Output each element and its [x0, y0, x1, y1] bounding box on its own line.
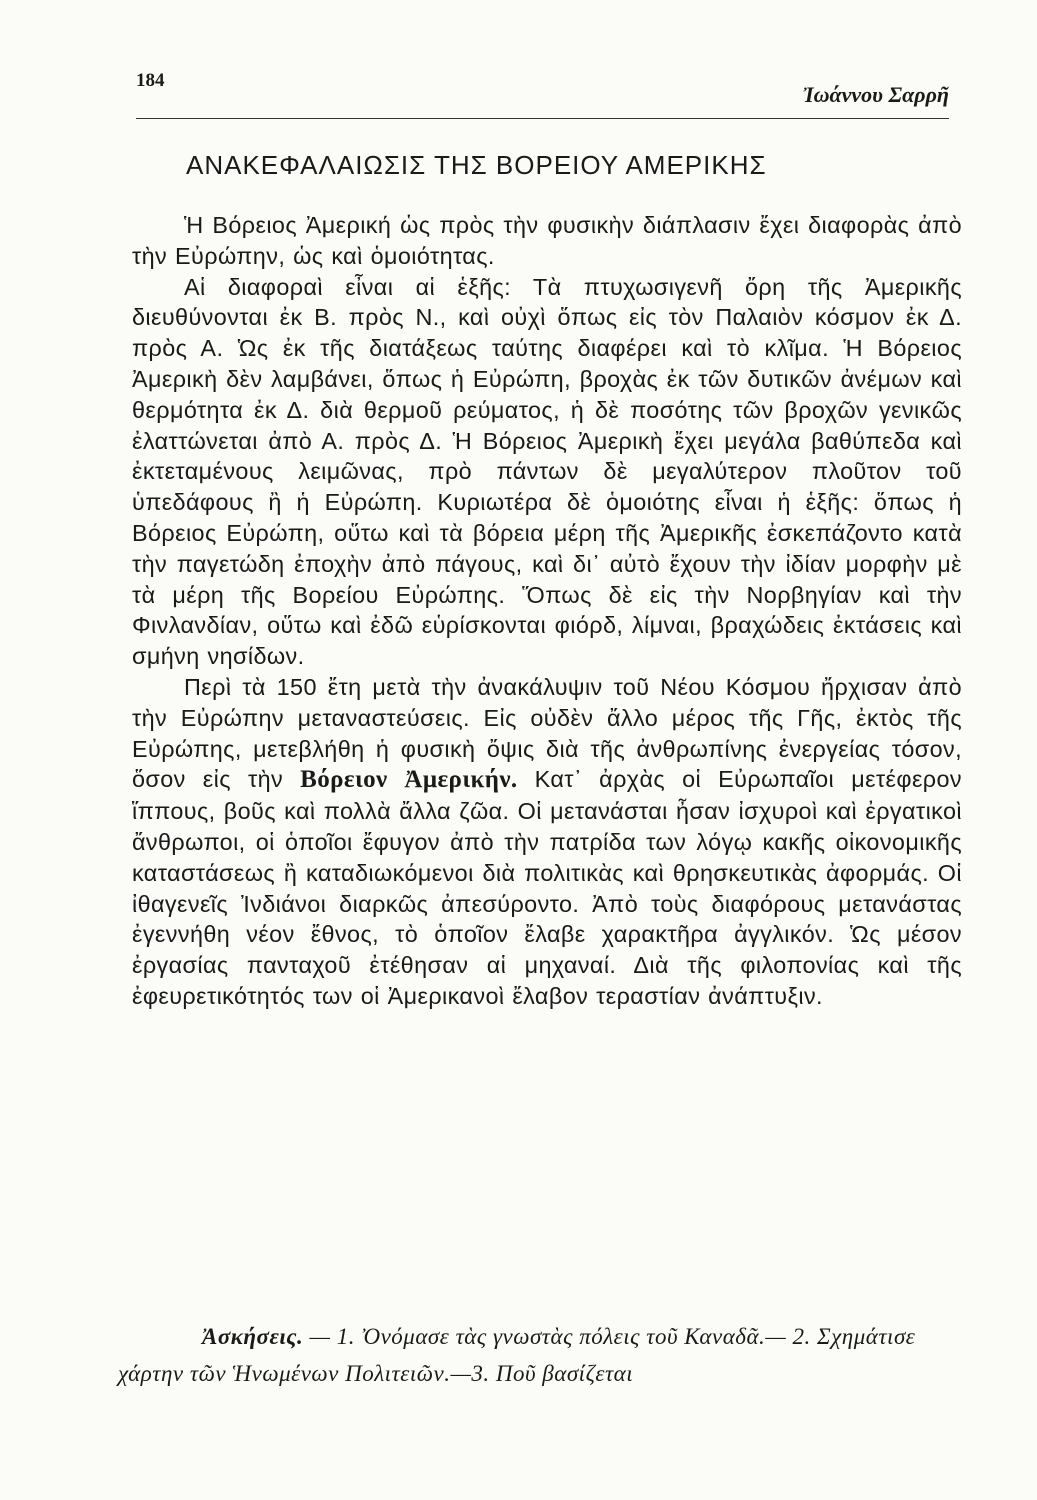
page-header	[136, 62, 949, 119]
running-head-author: Ἰωάννου Σαρρῆ	[802, 82, 949, 107]
paragraph-3-start: Περὶ τὰ 150 ἔτη μετὰ τὴν ἀνακάλυψιν τοῦ Νέου Κόσμου ἤρχισαν ἀπὸ τὴν Εὐρώπην μεταναστεύσεις. Εἰς οὐδὲν ἄλλο μέρος τῆς Γῆς, ἐκτὸς τῆς Εὐρώπης, μετεβλήθη ἡ φυσικὴ ὄψις διὰ τῆς ἀνθρωπίνης ἐνεργείας τόσον, ὅσον εἰς τὴν	[132, 673, 962, 793]
paragraph-1: Ἡ Βόρειος Ἀμερική ὡς πρὸς τὴν φυσικὴν διάπλασιν ἔχει διαφορὰς ἀπὸ τὴν Εὐρώπην, ὡς καὶ ὁμοιότητας.	[132, 212, 962, 269]
paragraph-3-rest: Κατ᾿ ἀρχὰς οἱ Εὐρωπαῖοι μετέφερον ἵππους, βοῦς καὶ πολλὰ ἄλλα ζῶα. Οἱ μετανάσται ἦσαν ἰσχυροὶ καὶ ἐργατικοὶ ἄνθρωποι, οἱ ὁποῖοι ἔφυγον ἀπὸ τὴν πατρίδα των λόγῳ κακῆς οἰκονομικῆς καταστάσεως ἢ καταδιωκόμενοι διὰ πολιτικὰς καὶ θρησκευτικὰς ἀφορμάς. Οἱ ἰθαγενεῖς Ἰνδιάνοι διαρκῶς ἀπεσύροντο. Ἀπὸ τοὺς διαφόρους μετανάστας ἐγεννήθη νέον ἔθνος, τὸ ὁποῖον ἔλαβε χαρακτῆρα ἀγγλικόν. Ὡς μέσον ἐργασίας πανταχοῦ ἐτέθησαν αἱ μηχαναί. Διὰ τῆς φιλοπονίας καὶ τῆς ἐφευρετικότητός των οἱ Ἀμερικανοὶ ἔλαβον τεραστίαν ἀνάπτυξιν.	[132, 766, 962, 1009]
exercises-list: — 1. Ὀνόμασε τὰς γνωστὰς πόλεις τοῦ Καναδᾶ.— 2. Σχημάτισε χάρτην τῶν Ἡνωμένων Πολιτειῶν.—3. Ποῦ βασίζεται	[118, 1324, 916, 1386]
page-number: 184	[136, 70, 165, 91]
exercises-label: Ἀσκήσεις.	[202, 1324, 304, 1349]
paragraph-3	[132, 672, 962, 1012]
exercises-text	[118, 1318, 968, 1392]
exercises-section	[118, 1318, 968, 1392]
paragraph-2: Αἱ διαφοραὶ εἶναι αἱ ἑξῆς: Τὰ πτυχωσιγενῆ ὄρη τῆς Ἀμερικῆς διευθύνονται ἐκ Β. πρὸς Ν., καὶ οὐχὶ ὅπως εἰς τὸν Παλαιὸν κόσμον ἐκ Δ. πρὸς Α. Ὡς ἐκ τῆς διατάξεως ταύτης διαφέρει καὶ τὸ κλῖμα. Ἡ Βόρειος Ἀμερικὴ δὲν λαμβάνει, ὅπως ἡ Εὐρώπη, βροχὰς ἐκ τῶν δυτικῶν ἀνέμων καὶ θερμότητα ἐκ Δ. διὰ θερμοῦ ρεύματος, ἡ δὲ ποσότης τῶν βροχῶν γενικῶς ἐλαττώνεται ἀπὸ Α. πρὸς Δ. Ἡ Βόρειος Ἀμερικὴ ἔχει μεγάλα βαθύπεδα καὶ ἐκτεταμένους λειμῶνας, πρὸ πάντων δὲ μεγαλύτερον πλοῦτον τοῦ ὑπεδάφους ἢ ἡ Εὐρώπη. Κυριωτέρα δὲ ὁμοιότης εἶναι ἡ ἑξῆς: ὅπως ἡ Βόρειος Εὐρώπη, οὕτω καὶ τὰ βόρεια μέρη τῆς Ἀμερικῆς ἐσκεπάζοντο κατὰ τὴν παγετώδη ἐποχὴν ἀπὸ πάγους, καὶ δι᾿ αὐτὸ ἔχουν τὴν ἰδίαν μορφὴν μὲ τὰ μέρη τῆς Βορείου Εὐρώπης. Ὅπως δὲ εἰς τὴν Νορβηγίαν καὶ τὴν Φινλανδίαν, οὕτω καὶ ἐδῶ εὑρίσκονται φιόρδ, λίμναι, βραχώδεις ἐκτάσεις καὶ σμήνη νησίδων.	[132, 273, 962, 670]
body-text	[132, 210, 962, 1012]
section-title: ΑΝΑΚΕΦΑΛΑΙΩΣΙΣ ΤΗΣ ΒΟΡΕΙΟΥ ΑΜΕΡΙΚΗΣ	[186, 150, 767, 180]
highlighted-term: Βόρειον Ἀμερικήν.	[300, 766, 518, 794]
